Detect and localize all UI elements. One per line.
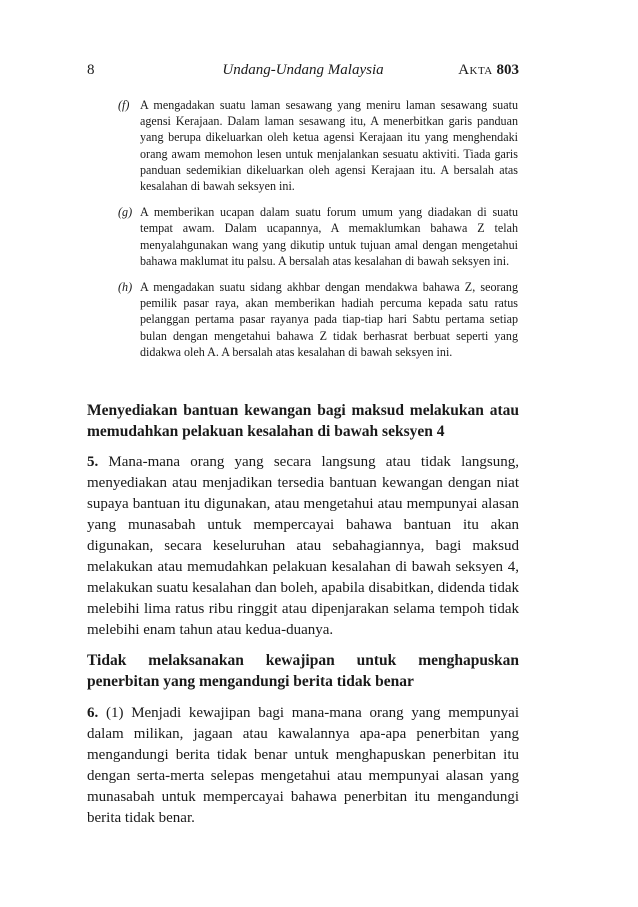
- section-5-heading: Menyediakan bantuan kewangan bagi maksud melakukan atau memudahkan pelakuan kesalahan di bawah seksyen 4: [87, 402, 519, 440]
- section-6-body: [87, 703, 519, 829]
- act-number: 803: [496, 62, 519, 78]
- act-word: Akta: [458, 62, 493, 78]
- section-6-heading-block: [87, 650, 519, 692]
- illustration-item: [118, 97, 518, 194]
- illustration-text: A mengadakan suatu sidang akhbar dengan mendakwa bahawa Z, seorang pemilik pasar raya, akan memberikan hadiah percuma kepada satu ratus pelanggan pertama pasar rayanya pada tiap-tiap hari Sabtu pertama setiap bulan dengan mengetahui bahawa Z tidak berhasrat berbuat seperti yang didakwa oleh A. A bersalah atas kesalahan di bawah seksyen ini.: [140, 280, 518, 359]
- page-number: 8: [87, 62, 95, 78]
- section-6-subsection: (1): [105, 705, 124, 721]
- illustration-text: A memberikan ucapan dalam suatu forum umum yang diadakan di suatu tempat awam. Dalam ucapannya, A memaklumkan bahawa Z telah menyalahgunakan wang yang dikutip untuk tujuan amal dengan mengetahui bahawa maklumat itu palsu. A bersalah atas kesalahan di bawah seksyen ini.: [140, 205, 518, 268]
- section-6-text: Menjadi kewajipan bagi mana-mana orang yang mempunyai dalam milikan, jagaan atau kawalannya apa-apa penerbitan yang mengandungi berita tidak benar untuk menghapuskan penerbitan itu dengan serta-merta selepas mengetahui atau mempunyai alasan yang munasabah untuk mempercayai bahawa penerbitan itu mengandungi berita tidak benar.: [87, 705, 520, 826]
- section-5-body: [87, 452, 519, 641]
- illustration-label: (h): [118, 280, 133, 295]
- section-5-number: 5.: [87, 454, 99, 470]
- section-5-paragraph: [87, 452, 519, 641]
- illustration-label: (f): [118, 98, 130, 112]
- section-6-paragraph: [87, 703, 519, 829]
- section-6-number: 6.: [87, 705, 99, 721]
- section-5-text: Mana-mana orang yang secara langsung atau tidak langsung, menyediakan atau menjadikan tersedia bantuan kewangan dengan niat supaya bantuan itu digunakan, atau mengetahui atau mempunyai alasan yang munasabah untuk mempercayai bahawa bantuan itu akan digunakan, secara keseluruhan atau sebahagiannya, bagi maksud melakukan atau memudahkan pelakuan kesalahan di bawah seksyen 4, melakukan suatu kesalahan dan boleh, apabila disabitkan, didenda tidak melebihi lima ratus ribu ringgit atau dipenjarakan selama tempoh tidak melebihi enam tahun atau kedua-duanya.: [87, 454, 519, 638]
- illustration-item: [118, 279, 518, 360]
- section-5-heading-block: [87, 400, 519, 442]
- illustration-label: (g): [118, 205, 133, 220]
- page-header: [87, 62, 519, 82]
- section-6-heading: Tidak melaksanakan kewajipan untuk menghapuskan penerbitan yang mengandungi berita tidak benar: [87, 652, 519, 690]
- act-reference: [458, 62, 519, 79]
- illustration-list: [118, 97, 518, 370]
- illustration-text: A mengadakan suatu laman sesawang yang meniru laman sesawang suatu agensi Kerajaan. Dalam laman sesawang itu, A menerbitkan garis panduan yang berupa dikeluarkan oleh ketua agensi Kerajaan itu yang menghendaki orang awam memohon lesen untuk menjalankan sesuatu aktiviti. Tiada garis panduan sedemikian dikeluarkan oleh agensi Kerajaan itu. A bersalah atas kesalahan di bawah seksyen ini.: [140, 98, 518, 194]
- illustration-item: [118, 204, 518, 269]
- running-title: Undang-Undang Malaysia: [222, 62, 384, 78]
